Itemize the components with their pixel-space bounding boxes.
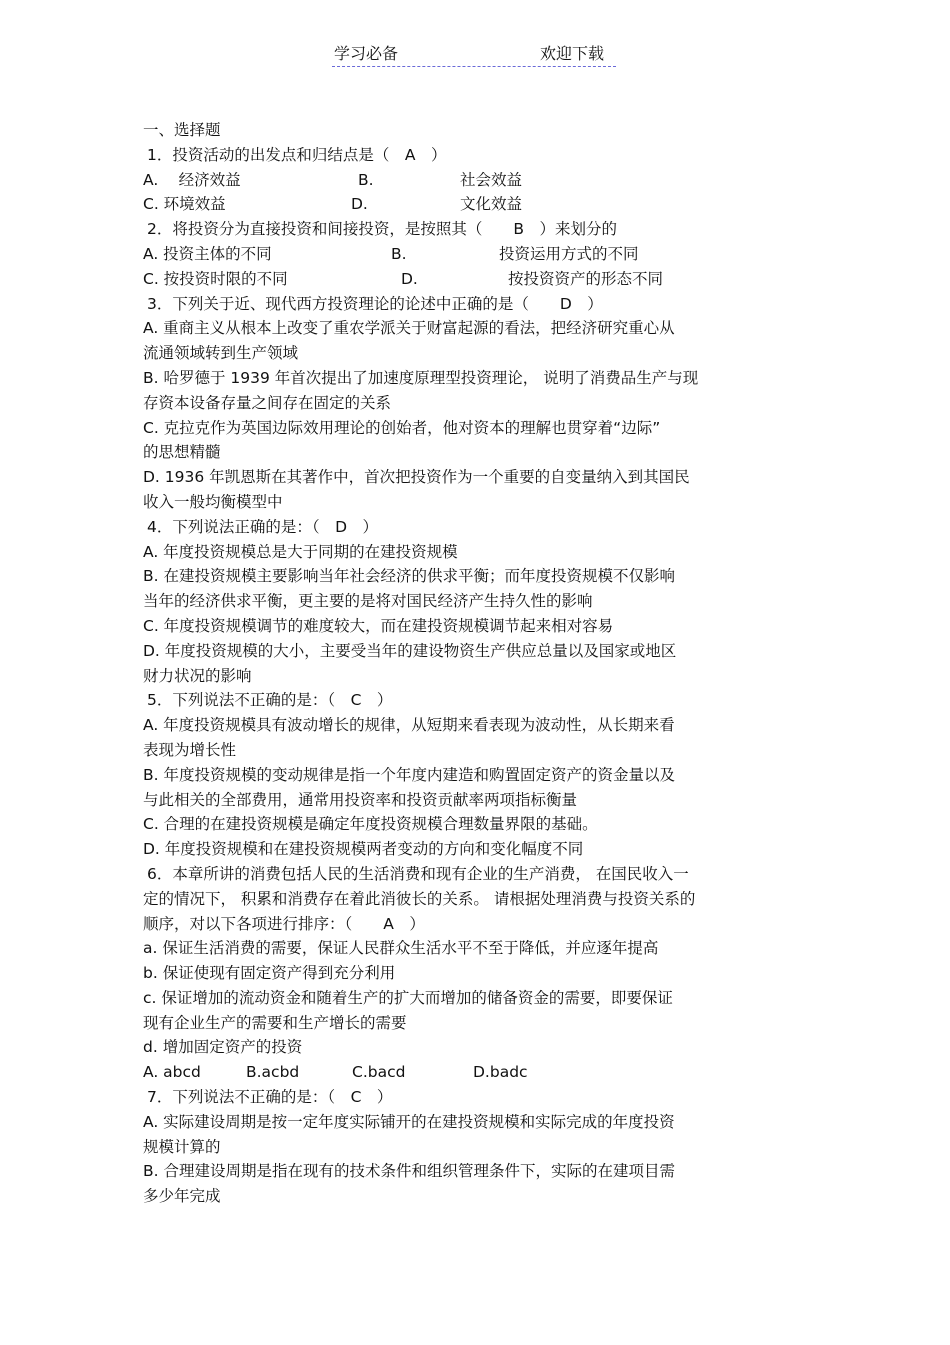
option-b: 投资运用方式的不同 [499, 244, 639, 263]
question-7-stem: 7．下列说法不正确的是：（ C ） [147, 1088, 393, 1107]
question-6-item-c: c. 保证增加的流动资金和随着生产的扩大而增加的储备资金的需要，即要保证 [143, 988, 673, 1007]
question-3-option-c: C. 克拉克作为英国边际效用理论的创始者，他对资本的理解也贯穿着“边际” [143, 418, 661, 437]
option-a: A. 经济效益 [143, 170, 241, 189]
question-6-item-b: b. 保证使现有固定资产得到充分利用 [143, 964, 396, 983]
question-6-item-a: a. 保证生活消费的需要，保证人民群众生活水平不至于降低，并应逐年提高 [143, 939, 659, 958]
question-4-option-b: B. 在建投资规模主要影响当年社会经济的供求平衡；而年度投资规模不仅影响 [143, 567, 675, 586]
question-1-options-ab [143, 168, 808, 193]
option-b: 社会效益 [460, 170, 523, 189]
question-5-option-b: B. 年度投资规模的变动规律是指一个年度内建造和购置固定资产的资金量以及 [143, 765, 675, 784]
header-right-text: 欢迎下载 [540, 44, 605, 63]
question-3-option-d: D. 1936 年凯恩斯在其著作中，首次把投资作为一个重要的自变量纳入到其国民 [143, 468, 690, 487]
question-4-option-c: C. 年度投资规模调节的难度较大，而在建投资规模调节起来相对容易 [143, 616, 614, 635]
question-5-option-a-cont: 表现为增长性 [143, 740, 237, 759]
question-2-stem: 2．将投资分为直接投资和间接投资，是按照其（ B ）来划分的 [147, 220, 617, 239]
option-a: A. 投资主体的不同 [143, 244, 272, 263]
question-3-option-b-cont: 存资本设备存量之间存在固定的关系 [143, 393, 392, 412]
question-5-option-c: C. 合理的在建投资规模是确定年度投资规模合理数量界限的基础。 [143, 815, 598, 834]
question-5-option-d: D. 年度投资规模和在建投资规模两者变动的方向和变化幅度不同 [143, 840, 584, 859]
question-5-stem: 5．下列说法不正确的是：（ C ） [147, 691, 393, 710]
question-4-option-d-cont: 财力状况的影响 [143, 666, 252, 685]
option-b-label: B. [358, 170, 374, 189]
option-b-label: B. [391, 244, 407, 263]
option-d: 文化效益 [460, 195, 523, 214]
question-3-option-a: A. 重商主义从根本上改变了重农学派关于财富起源的看法，把经济研究重心从 [143, 319, 675, 338]
document-body [143, 118, 808, 1209]
option-d-label: D. [351, 195, 368, 214]
option-b: B.acbd [246, 1063, 300, 1082]
question-7-option-a-cont: 规模计算的 [143, 1137, 221, 1156]
question-5-option-a: A. 年度投资规模具有波动增长的规律，从短期来看表现为波动性，从长期来看 [143, 716, 675, 735]
question-1-stem: 1．投资活动的出发点和归结点是（ A ） [147, 145, 447, 164]
question-6-stem: 6．本章所讲的消费包括人民的生活消费和现有企业的生产消费， 在国民收入一 [147, 864, 689, 883]
question-7-option-b-cont: 多少年完成 [143, 1187, 221, 1206]
option-d-label: D. [401, 269, 418, 288]
question-3-stem: 3．下列关于近、现代西方投资理论的论述中正确的是（ D ） [147, 294, 603, 313]
question-2-options-ab [143, 242, 808, 267]
question-5-option-b-cont: 与此相关的全部费用，通常用投资率和投资贡献率两项指标衡量 [143, 790, 578, 809]
option-a: A. abcd [143, 1063, 201, 1082]
question-7-option-a: A. 实际建设周期是按一定年度实际铺开的在建投资规模和实际完成的年度投资 [143, 1112, 675, 1131]
question-3-option-d-cont: 收入一般均衡模型中 [143, 492, 283, 511]
option-d: D.badc [473, 1063, 528, 1082]
question-6-item-c-cont: 现有企业生产的需要和生产增长的需要 [143, 1013, 407, 1032]
question-4-option-b-cont: 当年的经济供求平衡，更主要的是将对国民经济产生持久性的影响 [143, 592, 593, 611]
question-4-option-a: A. 年度投资规模总是大于同期的在建投资规模 [143, 542, 458, 561]
header-left-text: 学习必备 [334, 44, 399, 63]
option-c: C. 环境效益 [143, 195, 226, 214]
question-4-option-d: D. 年度投资规模的大小，主要受当年的建设物资生产供应总量以及国家或地区 [143, 641, 677, 660]
question-6-stem-cont: 顺序，对以下各项进行排序：（ A ） [143, 914, 425, 933]
option-d: 按投资资产的形态不同 [508, 269, 664, 288]
question-6-stem-cont: 定的情况下， 积累和消费存在着此消彼长的关系。 请根据处理消费与投资关系的 [143, 889, 696, 908]
question-7-option-b: B. 合理建设周期是指在现有的技术条件和组织管理条件下，实际的在建项目需 [143, 1162, 675, 1181]
question-3-option-c-cont: 的思想精髓 [143, 443, 221, 462]
question-3-option-b: B. 哈罗德于 1939 年首次提出了加速度原理型投资理论， 说明了消费品生产与现 [143, 368, 699, 387]
option-c: C. 按投资时限的不同 [143, 269, 288, 288]
question-3-option-a-cont: 流通领域转到生产领域 [143, 344, 299, 363]
question-4-stem: 4．下列说法正确的是：（ D ） [147, 517, 379, 536]
option-c: C.bacd [352, 1063, 406, 1082]
question-2-options-cd [143, 267, 808, 292]
question-6-options [143, 1060, 808, 1085]
section-title: 一、选择题 [143, 121, 221, 139]
question-6-item-d: d. 增加固定资产的投资 [143, 1038, 303, 1057]
question-1-options-cd [143, 192, 808, 217]
page-header [332, 42, 616, 67]
